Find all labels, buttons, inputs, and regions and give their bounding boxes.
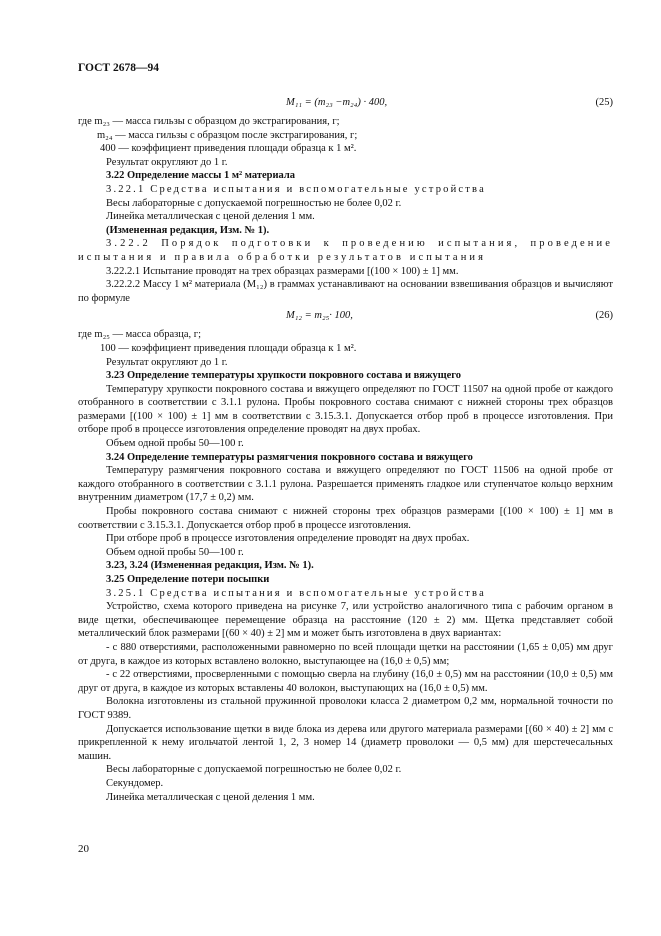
where-line: 400 — коэффициент приведения площади образца к 1 м². <box>100 143 357 155</box>
subsection-heading: 3.25.1 Средства испытания и вспомогательные устройства <box>106 587 486 599</box>
paragraph: Температуру хрупкости покровного состава и вяжущего определяют по ГОСТ 11507 на одной пробе от каждого отобранного в соответствии с 3.1.1 рулона. Пробы покровного состава снимают с нижней стороны трех образцов размерами [(100 × 100) ± 1] мм в соответствии с 3.15.3.1. Допускается отбор проб в процессе изготовления. При отборе проб в процессе изготовления определение проводят на двух пробах. <box>78 383 613 436</box>
paragraph: Весы лабораторные с допускаемой погрешностью не более 0,02 г. <box>106 197 402 209</box>
formula-25 <box>78 96 613 111</box>
where-line: 100 — коэффициент приведения площади образца к 1 м². <box>100 342 357 354</box>
paragraph: Температуру размягчения покровного состава и вяжущего определяют по ГОСТ 11506 на одной пробе от каждого отобранного в соответствии с 3.1.1 рулона. Разрешается применять гладкое или ступенчатое кольцо верхним внутренним диаметром (17,7 ± 0,2) мм. <box>78 465 613 504</box>
paragraph: Линейка металлическая с ценой деления 1 мм. <box>106 791 315 803</box>
document-header: ГОСТ 2678—94 <box>78 62 159 74</box>
section-heading: 3.23 Определение температуры хрупкости покровного состава и вяжущего <box>106 370 462 382</box>
formula-25-expression: M₁₁ = (m₂₃ −m₂₄) · 400, <box>286 97 388 108</box>
paragraph: Секундомер. <box>106 777 164 789</box>
paragraph: Объем одной пробы 50—100 г. <box>106 438 244 450</box>
paragraph: Пробы покровного состава снимают с нижней стороны трех образцов размерами [(100 × 100) ± 1] мм в соответствии с 3.15.3.1. Допускается отбор проб в процессе изготовления. <box>78 506 613 531</box>
paragraph: При отборе проб в процессе изготовления определение проводят на двух пробах. <box>106 533 470 545</box>
section-heading: 3.22 Определение массы 1 м² материала <box>106 170 296 182</box>
paragraph: Результат округляют до 1 г. <box>106 356 228 368</box>
paragraph: 3.22.2.1 Испытание проводят на трех образцах размерами [(100 × 100) ± 1] мм. <box>106 265 459 277</box>
amendment-note: 3.23, 3.24 (Измененная редакция, Изм. № 1). <box>106 560 314 572</box>
subsection-heading: 3.22.1 Средства испытания и вспомогательные устройства <box>106 183 486 195</box>
formula-26 <box>78 309 613 324</box>
paragraph: Волокна изготовлены из стальной пружинной проволоки класса 2 диаметром 0,2 мм, нормальной точности по ГОСТ 9389. <box>78 696 613 721</box>
where-line: где m₂₃ — масса гильзы с образцом до экстрагирования, г; <box>78 116 340 127</box>
paragraph: Линейка металлическая с ценой деления 1 мм. <box>106 211 315 223</box>
amendment-note: (Измененная редакция, Изм. № 1). <box>106 224 270 236</box>
paragraph: 3.22.2.2 Массу 1 м² материала (M₁₂) в граммах устанавливают на основании взвешивания образцов и вычисляют по формуле <box>78 279 613 304</box>
where-line: m₂₄ — масса гильзы с образцом после экстрагирования, г; <box>97 129 358 141</box>
formula-26-expression: M₁₂ = m₂₅· 100, <box>286 310 353 322</box>
paragraph: Допускается использование щетки в виде блока из дерева или другого материала размерами [(60 × 40) ± 2] мм с прикрепленной к нему игольчатой лентой 1, 2, 3 номер 14 (диаметр проволоки — 0,5 мм) для шерстечесальных машин. <box>78 723 613 762</box>
paragraph: Результат округляют до 1 г. <box>106 156 228 168</box>
formula-25-number: (25) <box>595 97 613 108</box>
paragraph: Объем одной пробы 50—100 г. <box>106 546 244 558</box>
formula-26-number: (26) <box>595 310 613 322</box>
section-heading: 3.24 Определение температуры размягчения покровного состава и вяжущего <box>106 451 473 463</box>
list-item: - с 880 отверстиями, расположенными равномерно по всей площади щетки на расстоянии (1,65 ± 0,05) мм друг от друга, в каждое из которых вставлено волокно, выступающее на (16,0 ± 0,5) мм; <box>78 641 613 667</box>
list-item: - с 22 отверстиями, просверленными с помощью сверла на глубину (16,0 ± 0,5) мм на расстоянии (10,0 ± 0,5) мм друг от друга, в каждое из которых вставлены 40 волокон, выступающих на (16,0 ± 0,5) мм. <box>78 669 613 694</box>
where-line: где m₂₅ — масса образца, г; <box>78 329 202 341</box>
paragraph: Устройство, схема которого приведена на рисунке 7, или устройство аналогичного типа с рабочим органом в виде щетки, обеспечивающее перемещение образца на расстояние (120 ± 2) мм. Щетка представляет собой металлический блок размерами [(60 × 40) ± 2] мм и может быть изготовлена в двух вариантах: <box>78 601 613 640</box>
section-heading: 3.25 Определение потери посыпки <box>106 574 270 585</box>
document-body <box>78 95 613 804</box>
subsection-heading: 3.22.2 Порядок подготовки к проведению испытания, проведение испытания и правила обработки результатов испытания <box>78 238 613 263</box>
page-number: 20 <box>78 843 89 855</box>
paragraph: Весы лабораторные с допускаемой погрешностью не более 0,02 г. <box>106 764 402 776</box>
